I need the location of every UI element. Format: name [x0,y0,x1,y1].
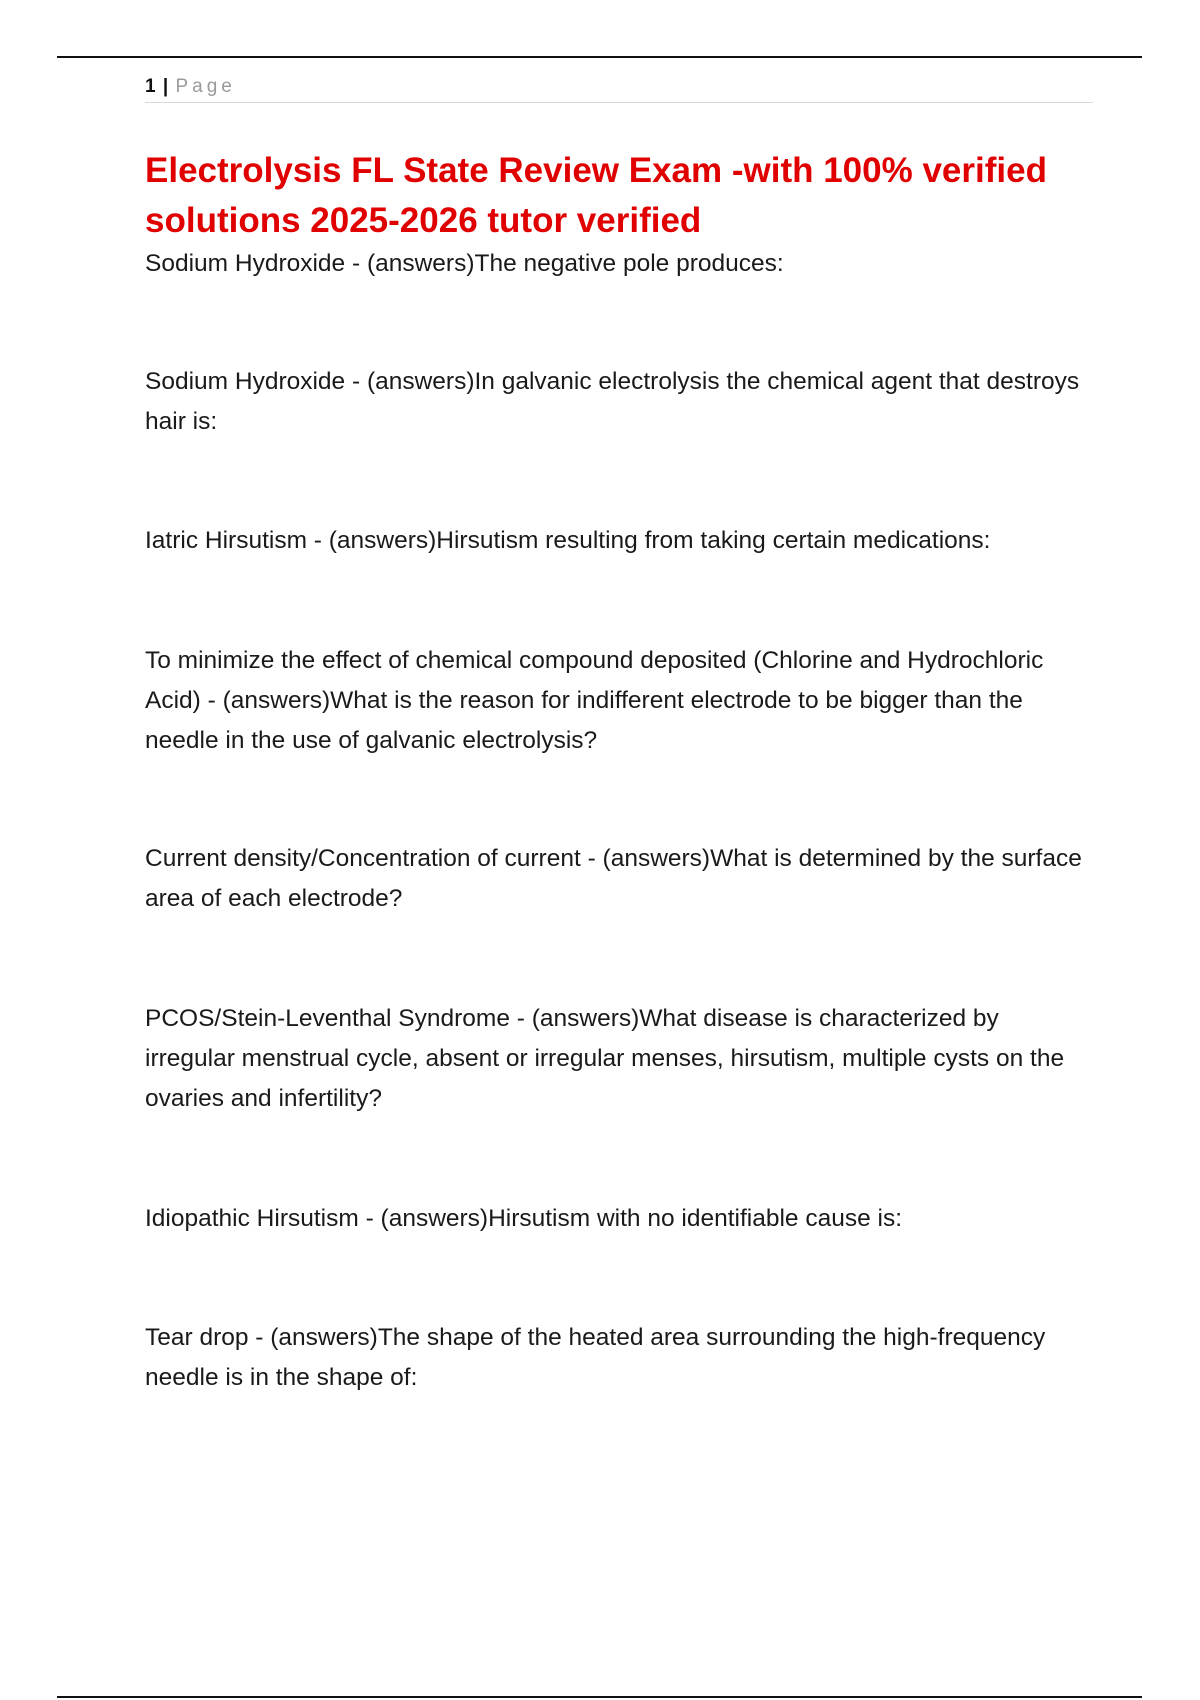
page-label: Page [175,76,236,97]
page-number: 1 [145,76,156,97]
qa-item-6: PCOS/Stein-Leventhal Syndrome - (answers)What disease is characterized by irregular menstrual cycle, absent or irregular menses, hirsutism, multiple cysts on the ovaries and infertility? [145,1005,1065,1112]
qa-item-8: Tear drop - (answers)The shape of the heated area surrounding the high-frequency needle is in the shape of: [145,1324,1046,1391]
qa-item-1: Sodium Hydroxide - (answers)The negative pole produces: [145,250,784,277]
qa-item-4: To minimize the effect of chemical compound deposited (Chlorine and Hydrochloric Acid) - (answers)What is the reason for indifferent electrode to be bigger than the needle in the use of galvanic electrolysis? [145,647,1044,754]
qa-item-5: Current density/Concentration of current - (answers)What is determined by the surface area of each electrode? [145,845,1082,912]
qa-item-3: Iatric Hirsutism - (answers)Hirsutism resulting from taking certain medications: [145,527,991,554]
bottom-rule [57,1696,1142,1698]
page-header [145,74,1093,103]
qa-item-2: Sodium Hydroxide - (answers)In galvanic electrolysis the chemical agent that destroys hair is: [145,368,1080,435]
top-rule [57,56,1142,58]
page-separator: | [162,76,169,97]
qa-item-7: Idiopathic Hirsutism - (answers)Hirsutism with no identifiable cause is: [145,1205,903,1232]
document-title: Electrolysis FL State Review Exam -with 100% verified solutions 2025-2026 tutor verified [145,151,1047,240]
